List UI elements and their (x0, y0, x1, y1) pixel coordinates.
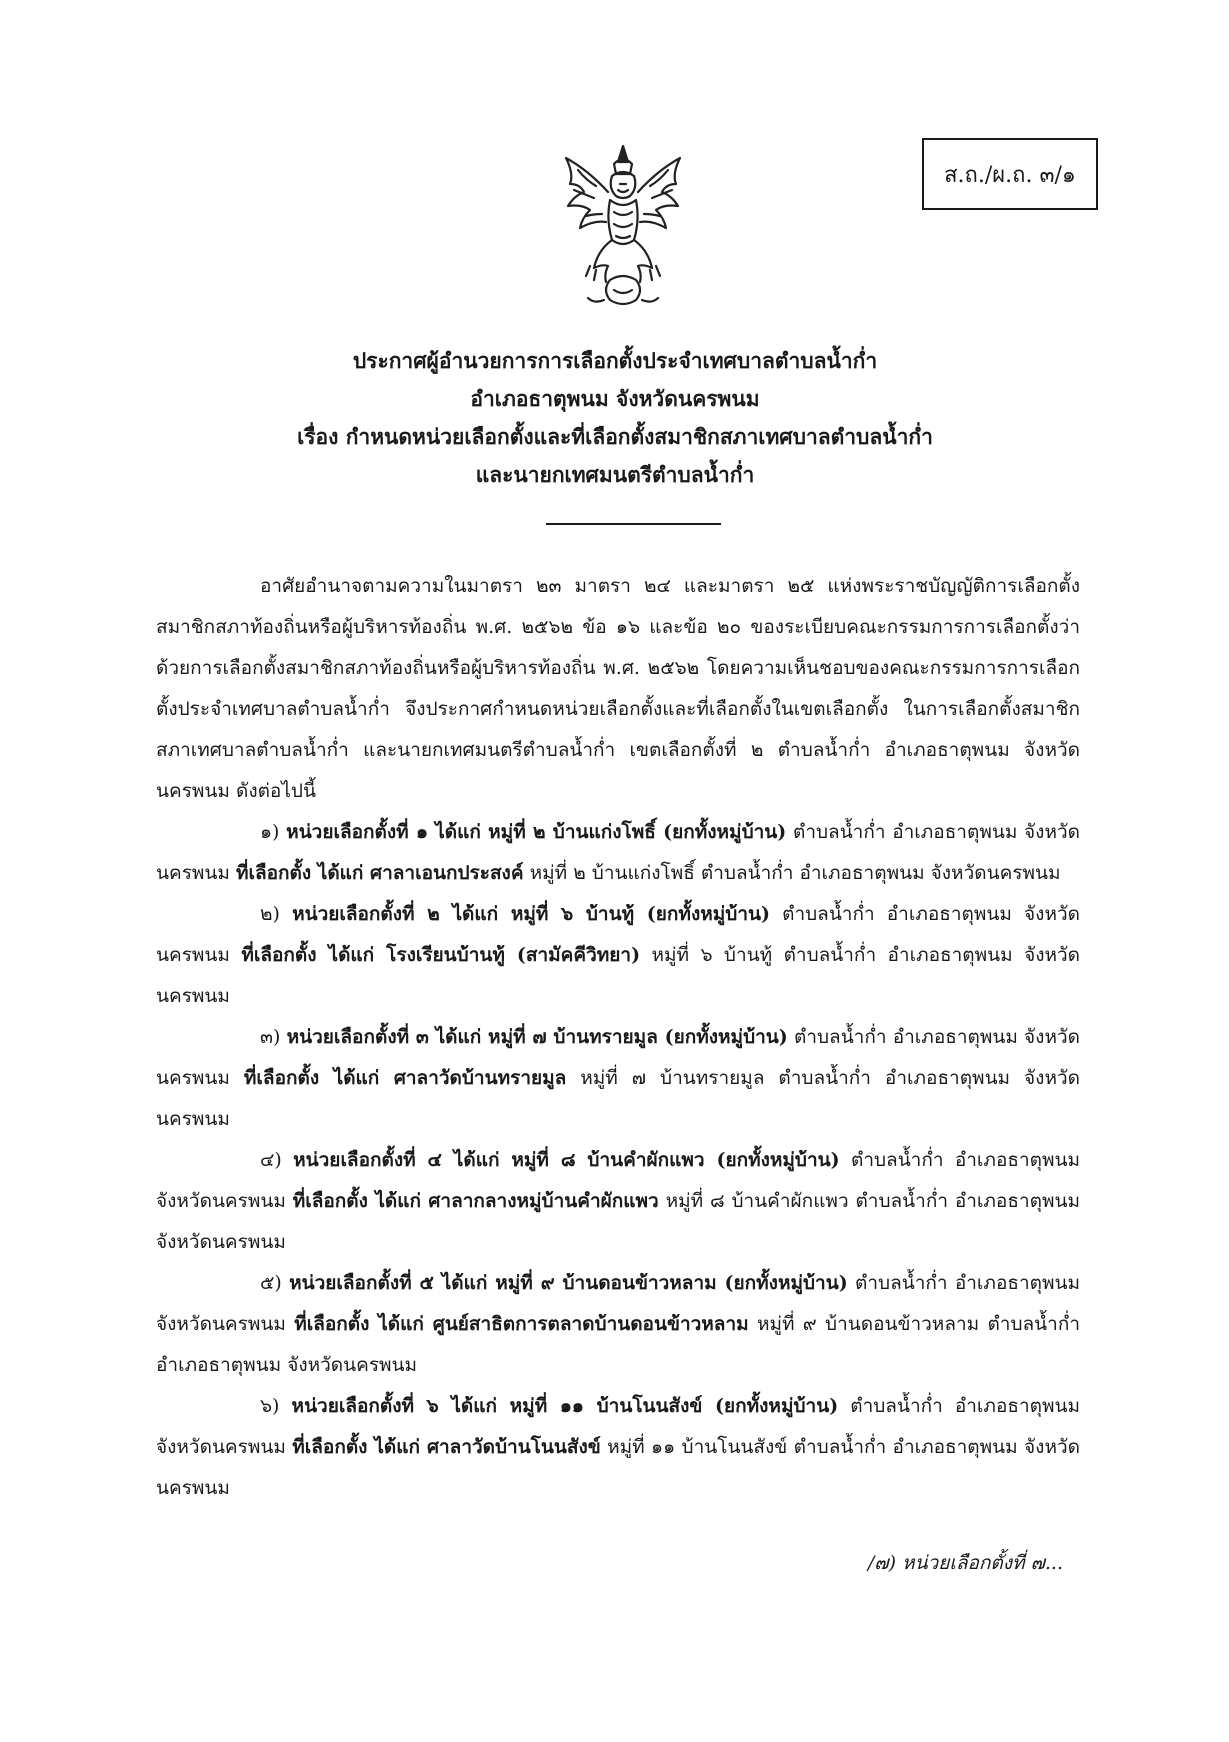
list-item: ๕) หน่วยเลือกตั้งที่ ๕ ได้แก่ หมู่ที่ ๙ บ้านดอนข้าวหลาม (ยกทั้งหมู่บ้าน) ตำบลน้ำก่ำ อำเภอธาตุพนม จังหวัดนครพนม ที่เลือกตั้ง ได้แก่ ศูนย์สาธิตการตลาดบ้านดอนข้าวหลาม หมู่ที่ ๙ บ้านดอนข้าวหลาม ตำบลน้ำก่ำ อำเภอธาตุพนม จังหวัดนครพนม (156, 1272, 1080, 1376)
list-item: ๑) หน่วยเลือกตั้งที่ ๑ ได้แก่ หมู่ที่ ๒ บ้านแก่งโพธิ์ (ยกทั้งหมู่บ้าน) ตำบลน้ำก่ำ อำเภอธาตุพนม จังหวัดนครพนม ที่เลือกตั้ง ได้แก่ ศาลาเอนกประสงค์ หมู่ที่ ๒ บ้านแก่งโพธิ์ ตำบลน้ำก่ำ อำเภอธาตุพนม จังหวัดนครพนม (156, 821, 1080, 884)
intro-paragraph: อาศัยอำนาจตามความในมาตรา ๒๓ มาตรา ๒๔ และมาตรา ๒๕ แห่งพระราชบัญญัติการเลือกตั้งสมาชิกสภาท้องถิ่นหรือผู้บริหารท้องถิ่น พ.ศ. ๒๕๖๒ ข้อ ๑๖ และข้อ ๒๐ ของระเบียบคณะกรรมการการเลือกตั้งว่าด้วยการเลือกตั้งสมาชิกสภาท้องถิ่นหรือผู้บริหารท้องถิ่น พ.ศ. ๒๕๖๒ โดยความเห็นชอบของคณะกรรมการการเลือกตั้งประจำเทศบาลตำบลน้ำก่ำ จึงประกาศกำหนดหน่วยเลือกตั้งและที่เลือกตั้งในเขตเลือกตั้ง ในการเลือกตั้งสมาชิกสภาเทศบาลตำบลน้ำก่ำ และนายกเทศมนตรีตำบลน้ำก่ำ เขตเลือกตั้งที่ ๒ ตำบลน้ำก่ำ อำเภอธาตุพนม จังหวัดนครพนม ดังต่อไปนี้ (156, 575, 1080, 802)
announcement-body (156, 566, 1080, 1509)
title-line-1: ประกาศผู้อำนวยการการเลือกตั้งประจำเทศบาลตำบลน้ำก่ำ (352, 348, 878, 373)
title-line-3: เรื่อง กำหนดหน่วยเลือกตั้งและที่เลือกตั้งสมาชิกสภาเทศบาลตำบลน้ำก่ำ (297, 424, 933, 449)
list-item: ๓) หน่วยเลือกตั้งที่ ๓ ได้แก่ หมู่ที่ ๗ บ้านทรายมูล (ยกทั้งหมู่บ้าน) ตำบลน้ำก่ำ อำเภอธาตุพนม จังหวัดนครพนม ที่เลือกตั้ง ได้แก่ ศาลาวัดบ้านทรายมูล หมู่ที่ ๗ บ้านทรายมูล ตำบลน้ำก่ำ อำเภอธาตุพนม จังหวัดนครพนม (156, 1026, 1080, 1130)
title-line-4: และนายกเทศมนตรีตำบลน้ำก่ำ (475, 462, 755, 487)
continuation-note: /๗) หน่วยเลือกตั้งที่ ๗... (867, 1552, 1063, 1574)
announcement-title (150, 342, 1080, 494)
list-item: ๖) หน่วยเลือกตั้งที่ ๖ ได้แก่ หมู่ที่ ๑๑ บ้านโนนสังข์ (ยกทั้งหมู่บ้าน) ตำบลน้ำก่ำ อำเภอธาตุพนม จังหวัดนครพนม ที่เลือกตั้ง ได้แก่ ศาลาวัดบ้านโนนสังข์ หมู่ที่ ๑๑ บ้านโนนสังข์ ตำบลน้ำก่ำ อำเภอธาตุพนม จังหวัดนครพนม (156, 1395, 1080, 1499)
form-code-box (922, 138, 1098, 210)
list-item: ๒) หน่วยเลือกตั้งที่ ๒ ได้แก่ หมู่ที่ ๖ บ้านทู้ (ยกทั้งหมู่บ้าน) ตำบลน้ำก่ำ อำเภอธาตุพนม จังหวัดนครพนม ที่เลือกตั้ง ได้แก่ โรงเรียนบ้านทู้ (สามัคคีวิทยา) หมู่ที่ ๖ บ้านทู้ ตำบลน้ำก่ำ อำเภอธาตุพนม จังหวัดนครพนม (156, 903, 1081, 1007)
title-divider (546, 523, 721, 525)
garuda-emblem (548, 140, 698, 312)
list-item: ๔) หน่วยเลือกตั้งที่ ๔ ได้แก่ หมู่ที่ ๘ บ้านคำผักแพว (ยกทั้งหมู่บ้าน) ตำบลน้ำก่ำ อำเภอธาตุพนม จังหวัดนครพนม ที่เลือกตั้ง ได้แก่ ศาลากลางหมู่บ้านคำผักแพว หมู่ที่ ๘ บ้านคำผักแพว ตำบลน้ำก่ำ อำเภอธาตุพนม จังหวัดนครพนม (156, 1149, 1080, 1253)
form-code: ส.ถ./ผ.ถ. ๓/๑ (944, 162, 1076, 188)
title-line-2: อำเภอธาตุพนม จังหวัดนครพนม (470, 386, 760, 411)
